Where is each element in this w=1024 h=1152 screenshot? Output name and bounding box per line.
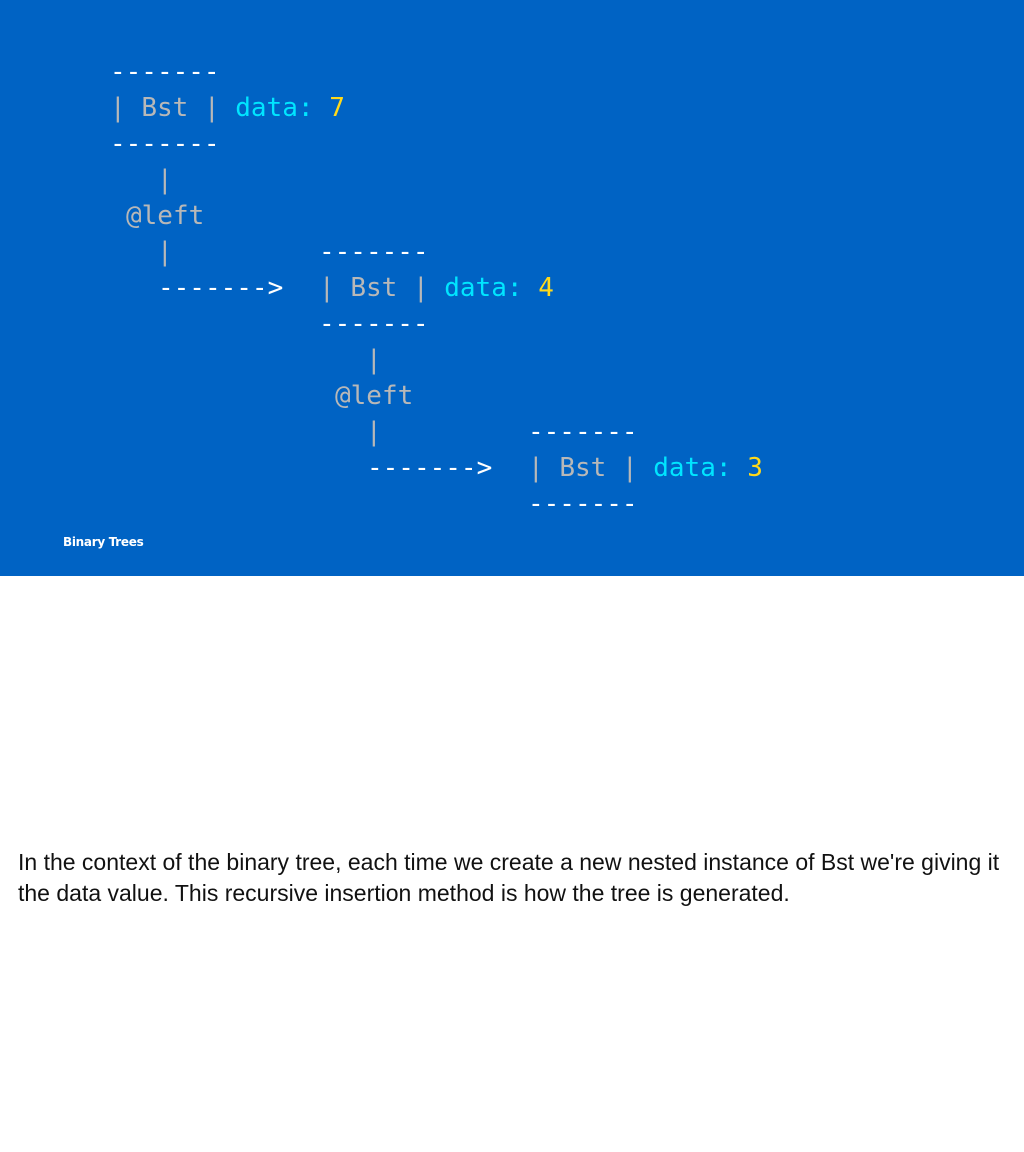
connector-pipe: |	[157, 237, 173, 267]
arrow: ------->	[367, 453, 493, 483]
arrow: ------->	[158, 273, 284, 303]
data-value: 7	[329, 93, 345, 123]
class-name: Bst	[559, 453, 607, 483]
node-top-border: -------	[528, 417, 638, 447]
pipe-left: |	[110, 93, 126, 123]
pipe-right: |	[621, 453, 638, 483]
ivar-left-label: @left	[335, 381, 414, 411]
class-name: Bst	[350, 273, 398, 303]
ivar-left-label: @left	[126, 201, 205, 231]
connector-pipe: |	[366, 417, 382, 447]
pipe-right: |	[203, 93, 220, 123]
node-bottom-border: -------	[319, 309, 429, 339]
node-top-border: -------	[319, 237, 429, 267]
speaker-notes: In the context of the binary tree, each time we create a new nested instance of Bst we're giving it the data value. This recursive insertion method is how the tree is generated.	[18, 849, 1000, 906]
node-row	[319, 270, 554, 306]
slide-footer-title: Binary Trees	[63, 535, 144, 549]
connector-pipe: |	[366, 345, 382, 375]
connector-pipe: |	[157, 165, 173, 195]
pipe-left: |	[528, 453, 544, 483]
data-value: 3	[747, 453, 763, 483]
pipe-right: |	[412, 273, 429, 303]
data-label: data:	[653, 453, 732, 483]
node-top-border: -------	[110, 57, 220, 87]
node-row	[110, 90, 345, 126]
node-bottom-border: -------	[110, 129, 220, 159]
pipe-left: |	[319, 273, 335, 303]
node-bottom-border: -------	[528, 489, 638, 519]
node-row	[528, 450, 763, 486]
data-label: data:	[444, 273, 523, 303]
data-label: data:	[235, 93, 314, 123]
class-name: Bst	[141, 93, 189, 123]
data-value: 4	[538, 273, 554, 303]
